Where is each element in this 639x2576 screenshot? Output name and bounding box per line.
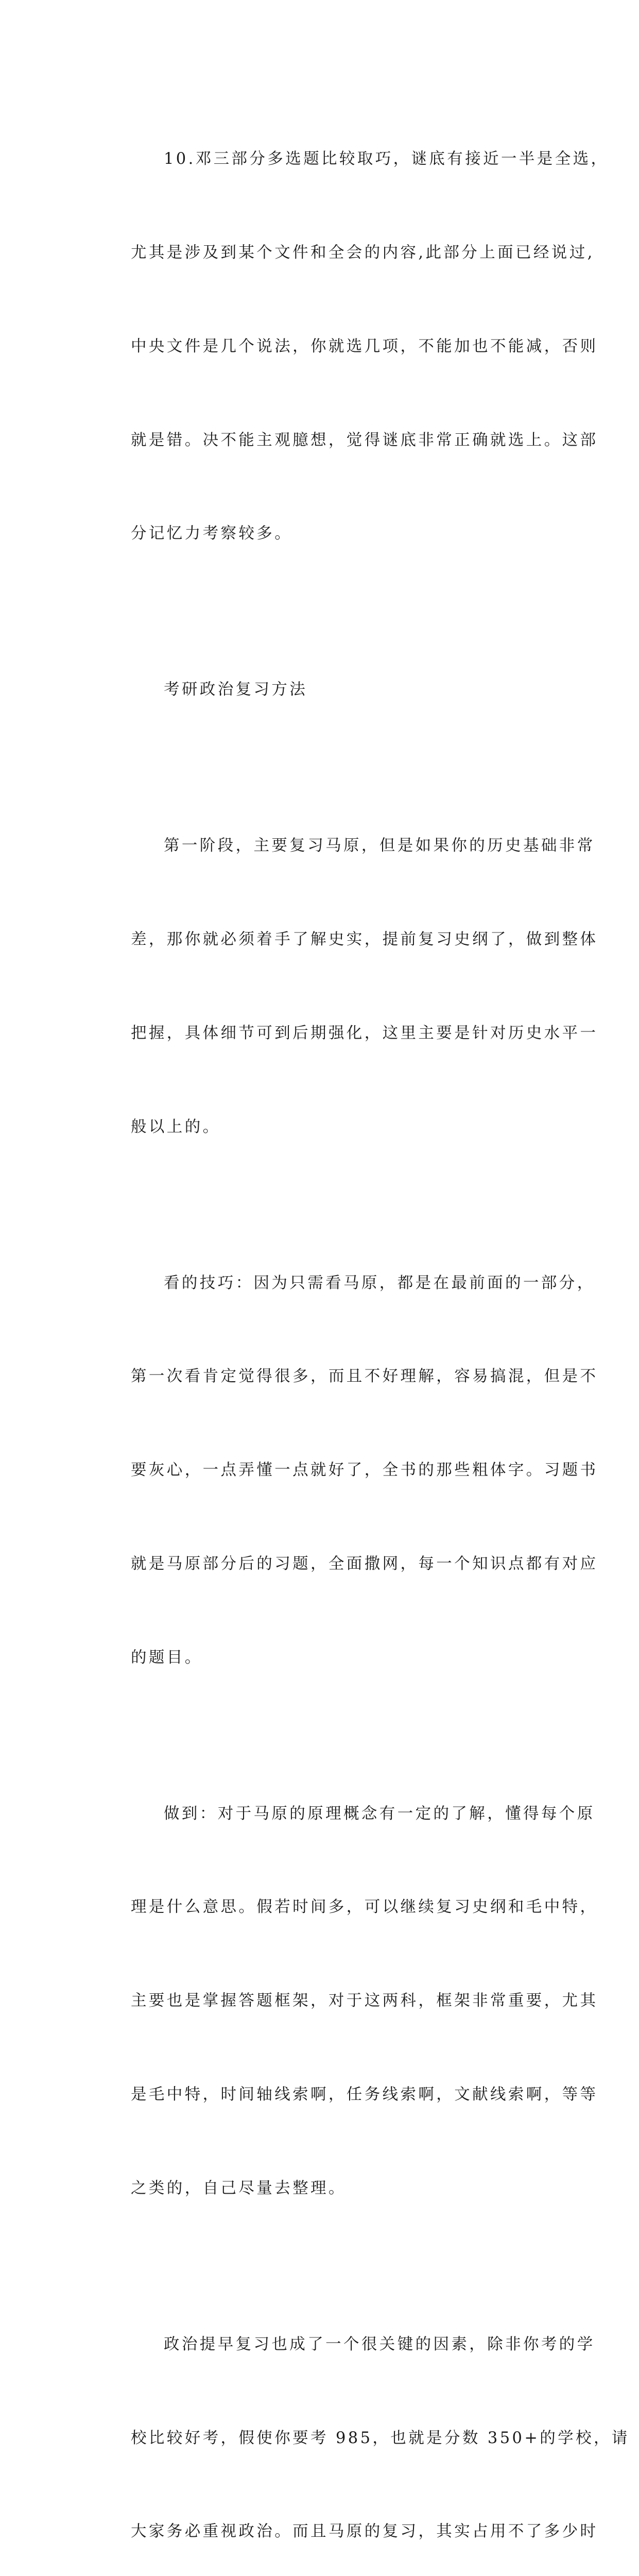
text-line: 的题目。 — [131, 1648, 203, 1667]
paragraph-first-stage — [98, 768, 598, 1205]
text-line: 是毛中特，时间轴线索啊，任务线索啊，文献线索啊，等等 — [131, 2086, 598, 2104]
text-line: 主要也是掌握答题框架，对于这两科，框架非常重要，尤其 — [131, 1992, 598, 2010]
text-line: 中央文件是几个说法，你就选几项，不能加也不能减，否则 — [131, 337, 598, 355]
paragraph-reading-tips — [98, 1205, 598, 1736]
text-line: 看的技巧：因为只需看马原，都是在最前面的一部分， — [164, 1274, 595, 1292]
text-line: 做到：对于马原的原理概念有一定的了解，懂得每个原 — [164, 1804, 595, 1823]
section-heading — [98, 612, 551, 768]
paragraph-goals — [98, 1736, 598, 2266]
paragraph-early-review — [98, 2267, 630, 2576]
text-line: 尤其是涉及到某个文件和全会的内容,此部分上面已经说过, — [131, 243, 595, 262]
text-line: 第一阶段，主要复习马原，但是如果你的历史基础非常 — [164, 837, 595, 855]
heading-text: 考研政治复习方法 — [164, 681, 308, 699]
text-line: 就是马原部分后的习题，全面撒网，每一个知识点都有对应 — [131, 1554, 598, 1573]
text-line: 政治提早复习也成了一个很关键的因素，除非你考的学 — [164, 2335, 595, 2353]
text-line: 第一次看肯定觉得很多，而且不好理解，容易搞混，但是不 — [131, 1367, 598, 1386]
text-line: 理是什么意思。假若时间多，可以继续复习史纲和毛中特， — [131, 1898, 598, 1917]
paragraph-multiple-choice-tips — [98, 81, 609, 612]
text-line: 把握，具体细节可到后期强化，这里主要是针对历史水平一 — [131, 1024, 598, 1042]
text-line: 校比较好考，假使你要考 985，也就是分数 350+的学校，请 — [131, 2429, 630, 2447]
text-line: 大家务必重视政治。而且马原的复习，其实占用不了多少时 — [131, 2522, 598, 2541]
document-body — [98, 81, 630, 2576]
text-line: 般以上的。 — [131, 1117, 221, 1136]
text-line: 就是错。决不能主观臆想，觉得谜底非常正确就选上。这部 — [131, 431, 598, 449]
text-line: 要灰心，一点弄懂一点就好了，全书的那些粗体字。习题书 — [131, 1461, 598, 1480]
text-line: 差，那你就必须着手了解史实，提前复习史纲了，做到整体 — [131, 930, 598, 949]
text-line: 分记忆力考察较多。 — [131, 524, 293, 543]
text-line: 之类的，自己尽量去整理。 — [131, 2179, 347, 2197]
text-line: 10.邓三部分多选题比较取巧，谜底有接近一半是全选， — [164, 150, 609, 168]
